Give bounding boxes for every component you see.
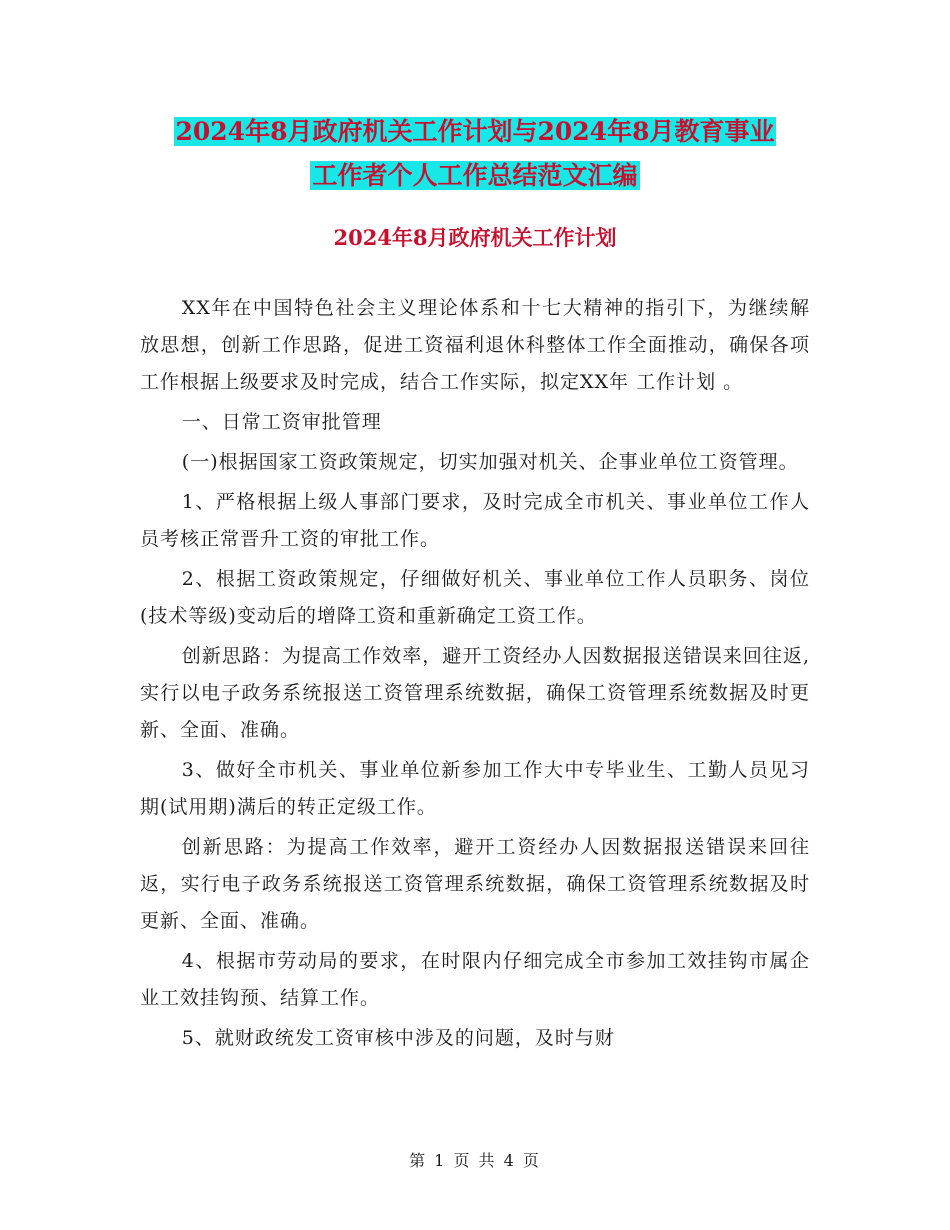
paragraph: 4、根据市劳动局的要求，在时限内仔细完成全市参加工效挂钩市属企业工效挂钩预、结算工作。	[140, 950, 810, 1009]
paragraph: 创新思路：为提高工作效率，避开工资经办人因数据报送错误来回往返,实行以电子政务系统报送工资管理系统数据，确保工资管理系统数据及时更新、全面、准确。	[140, 645, 810, 741]
paragraph: XX年在中国特色社会主义理论体系和十七大精神的指引下，为继续解放思想，创新工作思路，促进工资福利退休科整体工作全面推动，确保各项工作根据上级要求及时完成，结合工作实际，拟定XX年 工作计划 。	[140, 297, 810, 393]
paragraph: 3、做好全市机关、事业单位新参加工作大中专毕业生、工勤人员见习期(试用期)满后的转正定级工作。	[140, 759, 810, 818]
page-footer: 第 1 页 共 4 页	[409, 1151, 541, 1170]
paragraph: 5、就财政统发工资审核中涉及的问题，及时与财	[181, 1027, 615, 1049]
paragraph: 1、严格根据上级人事部门要求，及时完成全市机关、事业单位工作人员考核正常晋升工资的审批工作。	[140, 491, 810, 550]
section-heading: 2024年8月政府机关工作计划	[333, 225, 617, 250]
document-body	[140, 290, 810, 1060]
paragraph: 2、根据工资政策规定，仔细做好机关、事业单位工作人员职务、岗位(技术等级)变动后的增降工资和重新确定工资工作。	[140, 568, 810, 627]
paragraph: (一)根据国家工资政策规定，切实加强对机关、企事业单位工资管理。	[181, 451, 799, 473]
document-title-line-1: 2024年8月政府机关工作计划与2024年8月教育事业	[175, 117, 775, 146]
paragraph: 创新思路：为提高工作效率，避开工资经办人因数据报送错误来回往返，实行电子政务系统报送工资管理系统数据，确保工资管理系统数据及时更新、全面、准确。	[140, 836, 810, 932]
paragraph: 一、日常工资审批管理	[181, 411, 382, 433]
document-title-line-2: 工作者个人工作总结范文汇编	[312, 161, 638, 190]
document-title	[140, 110, 810, 198]
